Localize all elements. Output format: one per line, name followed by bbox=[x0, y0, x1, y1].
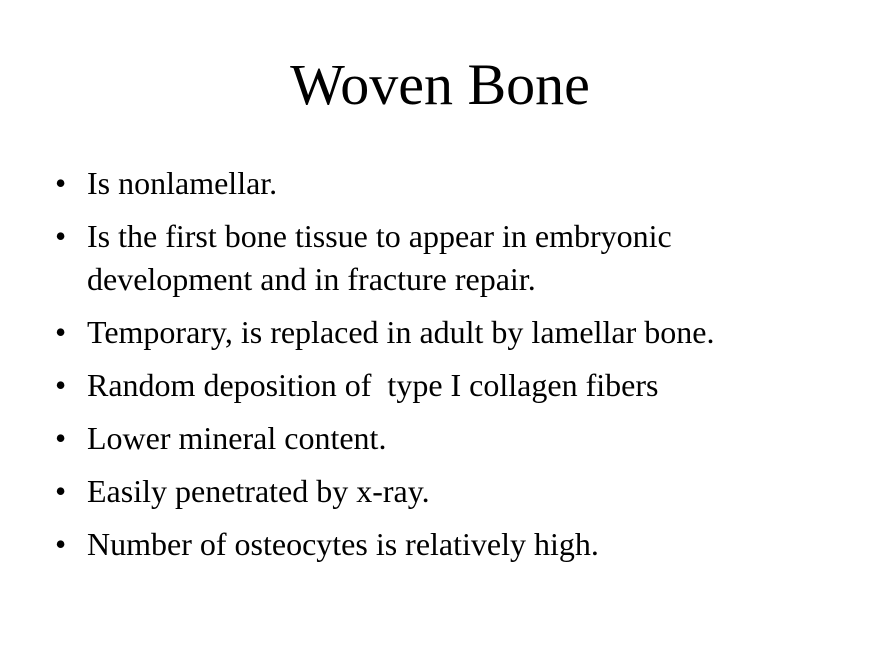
bullet-text: Number of osteocytes is relatively high. bbox=[87, 526, 599, 562]
bullet-item bbox=[55, 162, 855, 205]
bullet-item bbox=[55, 417, 855, 460]
bullet-icon: • bbox=[55, 526, 67, 562]
bullet-text: Easily penetrated by x-ray. bbox=[87, 473, 430, 509]
bullet-item bbox=[55, 470, 855, 513]
bullet-list bbox=[55, 162, 855, 576]
bullet-icon: • bbox=[55, 367, 67, 403]
bullet-icon: • bbox=[55, 165, 67, 201]
bullet-text: Temporary, is replaced in adult by lamellar bone. bbox=[87, 314, 715, 350]
bullet-text: Lower mineral content. bbox=[87, 420, 387, 456]
bullet-item bbox=[55, 215, 777, 301]
bullet-icon: • bbox=[55, 314, 67, 350]
bullet-text: Is the first bone tissue to appear in embryonic development and in fracture repair. bbox=[87, 218, 672, 297]
bullet-text: Is nonlamellar. bbox=[87, 165, 278, 201]
bullet-item bbox=[55, 523, 855, 566]
bullet-icon: • bbox=[55, 420, 67, 456]
bullet-item bbox=[55, 311, 855, 354]
bullet-icon: • bbox=[55, 473, 67, 509]
bullet-text: Random deposition of type I collagen fibers bbox=[87, 367, 659, 403]
bullet-icon: • bbox=[55, 218, 67, 254]
bullet-item bbox=[55, 364, 855, 407]
slide-title: Woven Bone bbox=[290, 52, 590, 117]
